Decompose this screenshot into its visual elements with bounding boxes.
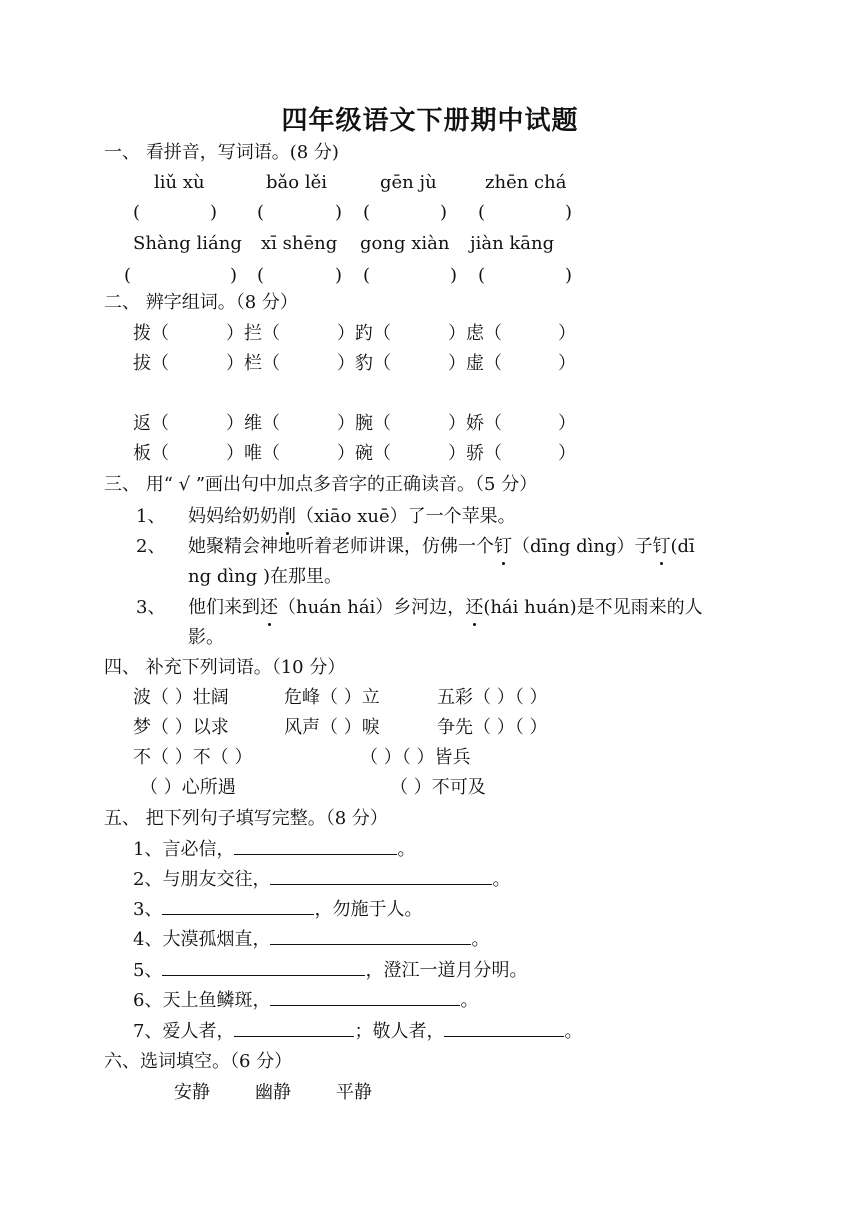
fill-sentence: 4、大漠孤烟直， 。 xyxy=(133,926,489,954)
answer-blank[interactable] xyxy=(234,1018,354,1037)
char-cell: ） xyxy=(558,443,576,464)
answer-paren-open: ( xyxy=(257,265,265,286)
item-number: 3、 xyxy=(136,597,166,618)
char-cell: ）骄（ xyxy=(448,443,502,464)
idiom-item: （ ）心所遇 xyxy=(140,777,236,798)
fill-sentence: 5、 ，澄江一道月分明。 xyxy=(133,957,527,985)
dotted-char: 削 xyxy=(278,503,296,531)
char-cell: 返（ xyxy=(133,413,169,434)
answer-paren-open: ( xyxy=(257,202,265,223)
answer-paren-open: ( xyxy=(363,265,371,286)
answer-paren-open: ( xyxy=(478,265,486,286)
word-option: 平静 xyxy=(336,1082,372,1103)
answer-blank[interactable] xyxy=(162,896,314,915)
idiom-item: 争先（ ）（ ） xyxy=(437,717,548,738)
answer-paren-close: ) xyxy=(440,202,448,223)
answer-blank[interactable] xyxy=(270,987,460,1006)
dotted-char: 还 xyxy=(260,594,278,622)
answer-paren-open: ( xyxy=(133,202,141,223)
pinyin-item: jiàn kāng xyxy=(470,233,555,254)
char-cell: ）腕（ xyxy=(337,413,391,434)
char-cell: ）维（ xyxy=(226,413,280,434)
section-6-heading: 六、选词填空。（6 分） xyxy=(104,1051,293,1072)
idiom-item: 波（ ）壮阔 xyxy=(133,687,229,708)
answer-paren-close: ) xyxy=(335,202,343,223)
pinyin-item: gēn jù xyxy=(380,172,437,193)
answer-blank[interactable] xyxy=(162,957,365,976)
answer-paren-open: ( xyxy=(124,265,132,286)
answer-paren-close: ) xyxy=(565,202,573,223)
section-4-heading: 四、 补充下列词语。（10 分） xyxy=(104,657,346,678)
idiom-item: （ ）不可及 xyxy=(390,777,486,798)
item-number: 1、 xyxy=(136,506,166,527)
fill-sentence: 6、天上鱼鳞斑， 。 xyxy=(133,987,478,1015)
char-cell: ）拦（ xyxy=(226,323,280,344)
section-3-heading: 三、 用“ √ ”画出句中加点多音字的正确读音。（5 分） xyxy=(104,474,538,495)
pinyin-item: bǎo lěi xyxy=(266,172,327,193)
idiom-item: 梦（ ）以求 xyxy=(133,717,229,738)
dotted-char: 钉 xyxy=(653,533,671,561)
idiom-item: 不（ ）不（ ） xyxy=(133,747,253,768)
char-cell: ） xyxy=(558,413,576,434)
item-number: 2、 xyxy=(136,536,166,557)
answer-paren-close: ) xyxy=(565,265,573,286)
fill-sentence: 3、 ，勿施于人。 xyxy=(133,896,422,924)
sentence: 她聚精会神地听着老师讲课，仿佛一个钉（dīng dìng）子钉(dī xyxy=(188,533,695,561)
char-cell: ） xyxy=(558,353,576,374)
sentence-continuation: 影。 xyxy=(188,627,224,648)
word-option: 幽静 xyxy=(255,1082,291,1103)
char-cell: ）栏（ xyxy=(226,353,280,374)
word-option: 安静 xyxy=(174,1082,210,1103)
char-cell: ）唯（ xyxy=(226,443,280,464)
char-cell: 拔（ xyxy=(133,353,169,374)
answer-paren-close: ) xyxy=(335,265,343,286)
char-cell: ）虚（ xyxy=(448,353,502,374)
fill-sentence: 1、言必信， 。 xyxy=(133,836,415,864)
idiom-item: 危峰（ ）立 xyxy=(284,687,380,708)
dotted-char: 钉 xyxy=(494,533,512,561)
sentence: 妈妈给奶奶削（xiāo xuē）了一个苹果。 xyxy=(188,503,516,531)
pinyin-item: gong xiàn xyxy=(360,233,450,254)
idiom-item: 风声（ ）唳 xyxy=(284,717,380,738)
fill-sentence: 7、爱人者， ；敬人者， 。 xyxy=(133,1018,582,1046)
answer-blank[interactable] xyxy=(444,1018,564,1037)
pinyin-item: Shàng liáng xyxy=(133,233,242,254)
answer-blank[interactable] xyxy=(270,926,471,945)
char-cell: 板（ xyxy=(133,443,169,464)
answer-blank[interactable] xyxy=(270,866,492,885)
pinyin-item: xī shēng xyxy=(261,233,338,254)
answer-paren-close: ) xyxy=(230,265,238,286)
fill-sentence: 2、与朋友交往， 。 xyxy=(133,866,510,894)
section-2-heading: 二、 辨字组词。（8 分） xyxy=(104,292,298,313)
pinyin-item: liǔ xù xyxy=(154,172,205,193)
section-1-heading: 一、 看拼音，写词语。(8 分) xyxy=(104,142,339,163)
char-cell: ）趵（ xyxy=(337,323,391,344)
dotted-char: 还 xyxy=(465,594,483,622)
char-cell: 拨（ xyxy=(133,323,169,344)
answer-blank[interactable] xyxy=(234,836,397,855)
answer-paren-close: ) xyxy=(450,265,458,286)
char-cell: ）碗（ xyxy=(337,443,391,464)
page-title: 四年级语文下册期中试题 xyxy=(281,106,579,136)
answer-paren-close: ) xyxy=(210,202,218,223)
section-5-heading: 五、 把下列句子填写完整。（8 分） xyxy=(104,808,388,829)
idiom-item: 五彩（ ）（ ） xyxy=(437,687,548,708)
char-cell: ）娇（ xyxy=(448,413,502,434)
char-cell: ） xyxy=(558,323,576,344)
answer-paren-open: ( xyxy=(478,202,486,223)
char-cell: ）豹（ xyxy=(337,353,391,374)
char-cell: ）虑（ xyxy=(448,323,502,344)
pinyin-item: zhēn chá xyxy=(485,172,567,193)
answer-paren-open: ( xyxy=(363,202,371,223)
idiom-item: （ ）（ ）皆兵 xyxy=(360,747,471,768)
sentence: 他们来到还（huán hái）乡河边，还(hái huán)是不见雨来的人 xyxy=(188,594,703,622)
sentence-continuation: ng dìng )在那里。 xyxy=(188,566,342,587)
